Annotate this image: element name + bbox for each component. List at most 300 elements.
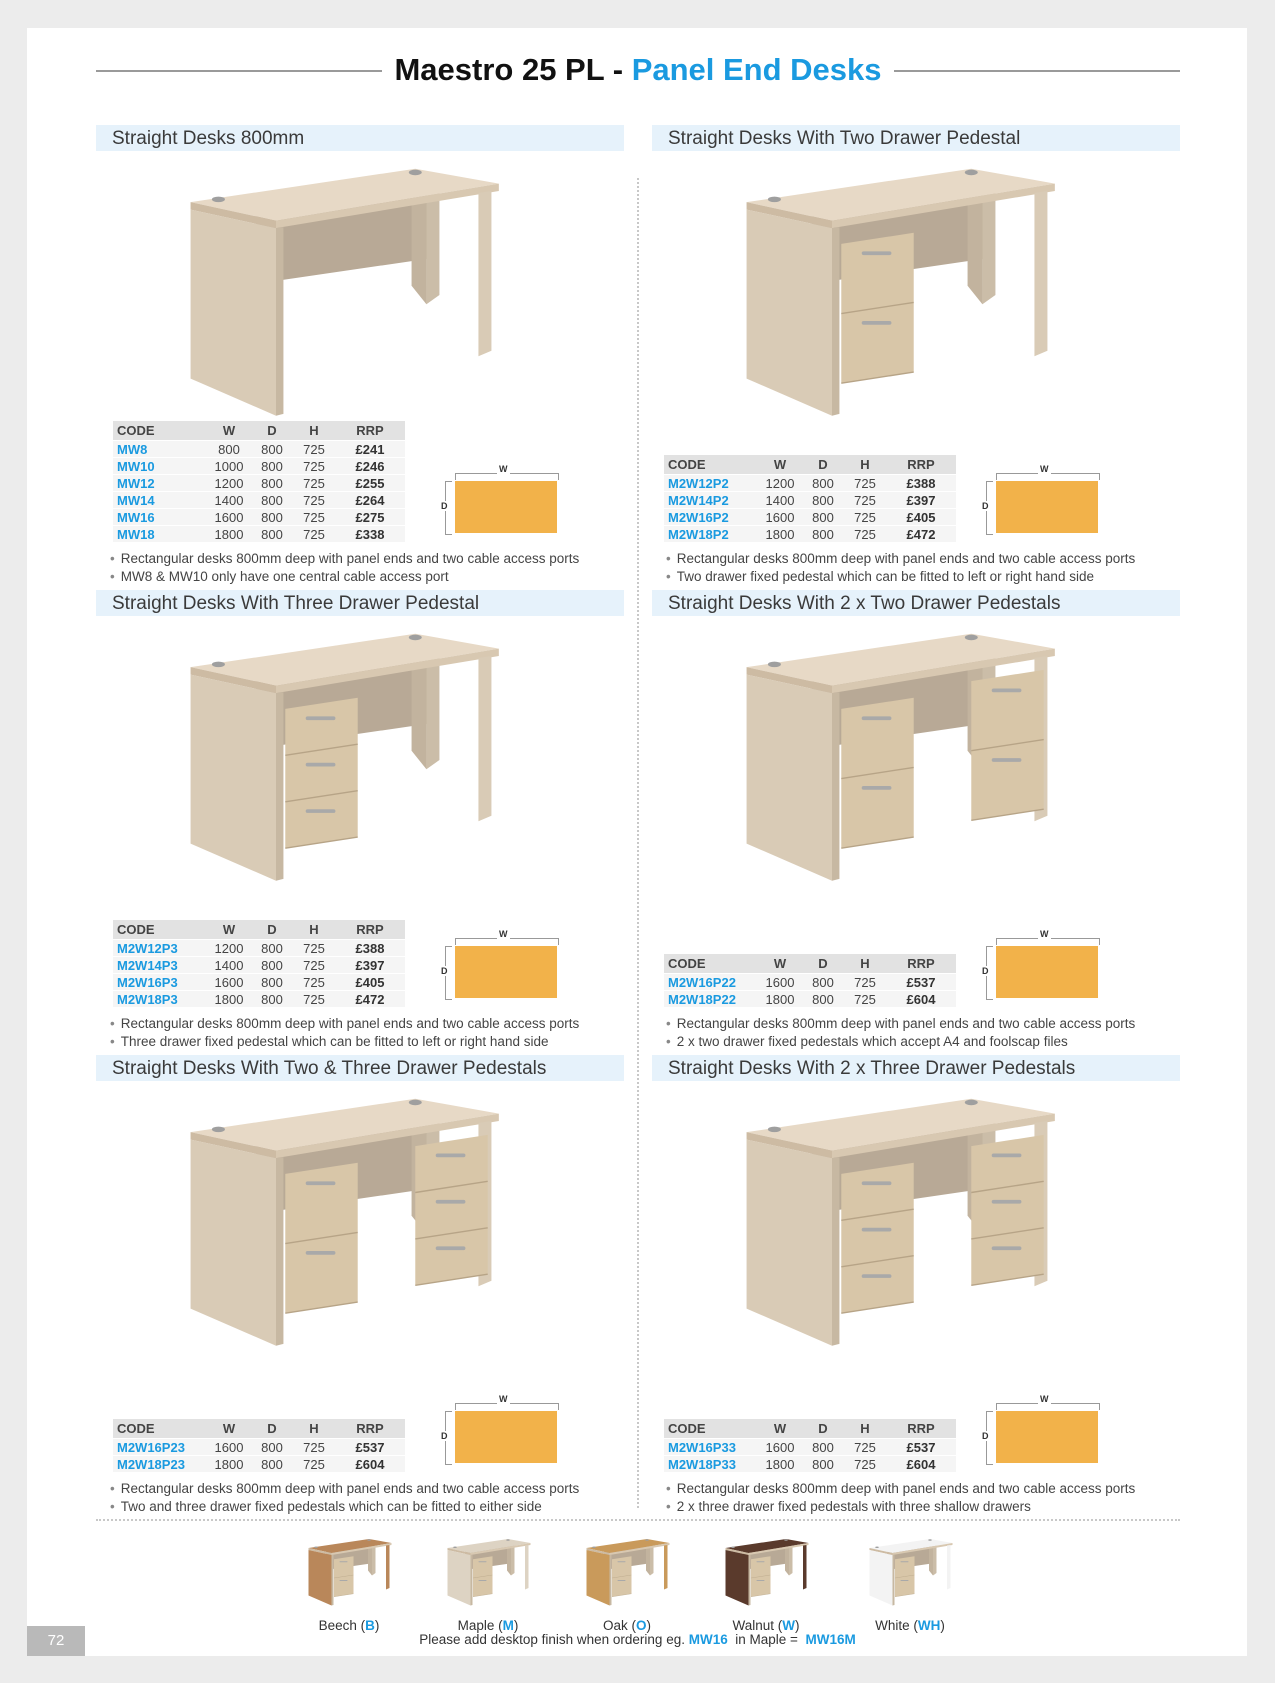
table-row: [113, 458, 405, 475]
cable-port: [965, 635, 978, 641]
left-panel-edge: [832, 692, 839, 881]
right-end-panel: [478, 191, 491, 356]
left-panel: [191, 675, 276, 881]
finish-code: W: [782, 1618, 795, 1633]
left-panel: [870, 1550, 893, 1606]
table-row: [113, 475, 405, 492]
column-header: H: [293, 920, 335, 940]
desk-illustration: [865, 1538, 955, 1608]
table-cell-rrp: £397: [886, 492, 956, 509]
left-panel: [191, 210, 276, 416]
table-cell-rrp: £275: [335, 509, 405, 526]
right-panel-edge: [650, 1545, 654, 1576]
column-header: D: [251, 1419, 293, 1439]
width-label: W: [1040, 929, 1049, 939]
table-cell-code: M2W18P3: [113, 991, 207, 1008]
desk-illustration: [727, 165, 1067, 425]
table-row: [113, 526, 405, 543]
column-header: H: [293, 1419, 335, 1439]
cable-port: [367, 1539, 371, 1541]
spec-table: [664, 455, 956, 542]
feature-item: • MW8 & MW10 only have one central cable access port: [110, 568, 579, 586]
cable-port: [212, 1127, 225, 1133]
desk-illustration: [443, 1538, 533, 1608]
drawer-handle: [757, 1580, 765, 1581]
finish-option-white: [855, 1538, 965, 1633]
column-header: RRP: [886, 1419, 956, 1439]
cable-port: [768, 662, 781, 668]
desktop-plan: [996, 481, 1098, 533]
finish-option-beech: [294, 1538, 404, 1633]
table-cell-code: MW8: [113, 441, 207, 458]
drawer-handle: [306, 809, 336, 813]
table-cell-h: 725: [293, 974, 335, 991]
desk-illustration: [727, 1095, 1067, 1355]
cable-port: [784, 1539, 788, 1541]
finish-code: B: [365, 1618, 375, 1633]
table-cell-h: 725: [844, 974, 886, 991]
table-cell-w: 1800: [758, 1456, 802, 1473]
table-cell-d: 800: [802, 475, 844, 492]
left-panel-edge: [276, 227, 283, 416]
width-dimension-line: [996, 473, 1100, 480]
drawer-handle: [479, 1580, 487, 1581]
right-panel-edge: [789, 1545, 793, 1576]
section-heading-text: Straight Desks With Three Drawer Pedestal: [112, 593, 480, 614]
table-cell-d: 800: [802, 526, 844, 543]
section-heading: [96, 125, 624, 151]
product-section: [96, 1055, 624, 1517]
footer-example-code: MW16: [688, 1632, 728, 1647]
table-cell-w: 1600: [758, 509, 802, 526]
drawer-handle: [306, 763, 336, 767]
left-panel: [747, 210, 832, 416]
column-header: H: [844, 455, 886, 475]
column-header: D: [251, 421, 293, 441]
width-dimension-line: [996, 938, 1100, 945]
column-header: CODE: [113, 1419, 207, 1439]
drawer-handle: [436, 1246, 466, 1250]
cable-port: [409, 635, 422, 641]
table-cell-h: 725: [293, 957, 335, 974]
right-end-panel: [803, 1545, 807, 1590]
table-cell-d: 800: [251, 526, 293, 543]
section-heading: [96, 590, 624, 616]
desk-image: [171, 630, 511, 910]
table-cell-w: 1600: [758, 974, 802, 991]
right-end-panel: [478, 656, 491, 821]
drawer-handle: [436, 1200, 466, 1204]
table-cell-h: 725: [293, 458, 335, 475]
finish-code: M: [502, 1618, 514, 1633]
finish-option-walnut: [711, 1538, 821, 1633]
desk-image: [727, 630, 1067, 910]
section-heading-text: Straight Desks With Two Drawer Pedestal: [668, 128, 1021, 149]
left-panel: [747, 675, 832, 881]
drawer-handle: [862, 1274, 892, 1278]
table-cell-rrp: £241: [335, 441, 405, 458]
width-dimension-line: [455, 1403, 559, 1410]
right-panel-edge: [426, 656, 439, 769]
drawer-handle: [901, 1561, 909, 1562]
left-panel-edge: [832, 227, 839, 416]
table-row: [113, 957, 405, 974]
table-cell-code: M2W14P3: [113, 957, 207, 974]
table-cell-code: M2W18P23: [113, 1456, 207, 1473]
column-header: W: [207, 421, 251, 441]
table-cell-w: 1800: [758, 526, 802, 543]
cable-port: [731, 1547, 735, 1549]
cable-port: [645, 1539, 649, 1541]
cable-port: [453, 1547, 457, 1549]
spec-table: [113, 920, 405, 1007]
finish-swatch: [721, 1538, 811, 1608]
left-panel-edge: [332, 1555, 334, 1606]
section-heading-text: Straight Desks 800mm: [112, 128, 305, 149]
column-header: RRP: [886, 455, 956, 475]
right-panel-edge: [933, 1545, 937, 1576]
column-divider: [637, 178, 639, 1508]
table-cell-rrp: £604: [335, 1456, 405, 1473]
drawer-handle: [862, 1181, 892, 1185]
cable-port: [875, 1547, 879, 1549]
title-separator: -: [612, 52, 624, 87]
column-header: W: [207, 920, 251, 940]
table-cell-w: 1400: [207, 492, 251, 509]
desk-illustration: [721, 1538, 811, 1608]
left-panel-edge: [471, 1555, 473, 1606]
table-cell-code: MW16: [113, 509, 207, 526]
left-panel: [726, 1550, 749, 1606]
right-end-panel: [664, 1545, 668, 1590]
table-cell-h: 725: [293, 492, 335, 509]
left-panel: [191, 1140, 276, 1346]
drawer-handle: [436, 1154, 466, 1158]
drawer-handle: [757, 1561, 765, 1562]
cable-port: [965, 1100, 978, 1106]
column-header: CODE: [664, 954, 758, 974]
footer-result-code: MW16M: [805, 1632, 856, 1647]
table-cell-w: 800: [207, 441, 251, 458]
table-cell-rrp: £537: [335, 1439, 405, 1456]
table-cell-w: 1600: [758, 1439, 802, 1456]
left-panel: [309, 1550, 332, 1606]
finish-label: Walnut (W): [732, 1618, 800, 1633]
cable-port: [409, 1100, 422, 1106]
right-panel: [785, 1546, 789, 1576]
cable-port: [212, 662, 225, 668]
desk-image: [727, 1095, 1067, 1375]
table-cell-code: M2W18P33: [664, 1456, 758, 1473]
depth-label: D: [982, 501, 989, 511]
table-cell-w: 1800: [758, 991, 802, 1008]
table-cell-w: 1600: [207, 1439, 251, 1456]
table-cell-w: 1000: [207, 458, 251, 475]
left-panel: [587, 1550, 610, 1606]
table-cell-rrp: £604: [886, 1456, 956, 1473]
footer-note: Please add desktop finish when ordering eg. MW16 in Maple = MW16M: [419, 1632, 856, 1647]
spec-table: [113, 1419, 405, 1472]
section-heading: [652, 125, 1180, 151]
column-header: RRP: [335, 1419, 405, 1439]
drawer-handle: [306, 1181, 336, 1185]
table-cell-rrp: £604: [886, 991, 956, 1008]
right-panel-edge: [426, 191, 439, 304]
finish-divider: [96, 1519, 1180, 1521]
pedestal: [415, 1135, 487, 1285]
table-cell-h: 725: [293, 441, 335, 458]
finish-label: Oak (O): [602, 1618, 652, 1633]
table-cell-d: 800: [802, 1456, 844, 1473]
table-cell-rrp: £472: [886, 526, 956, 543]
section-heading: [96, 1055, 624, 1081]
dimension-diagram: [441, 1395, 561, 1465]
table-cell-h: 725: [844, 509, 886, 526]
table-cell-code: M2W12P3: [113, 940, 207, 957]
table-cell-rrp: £537: [886, 1439, 956, 1456]
finish-swatch: [443, 1538, 533, 1608]
page-header: [96, 52, 1180, 90]
table-row: [113, 1439, 405, 1456]
cable-port: [768, 197, 781, 203]
table-cell-h: 725: [293, 1439, 335, 1456]
column-header: D: [251, 920, 293, 940]
right-panel-edge: [982, 191, 995, 304]
column-header: D: [802, 954, 844, 974]
right-end-panel: [386, 1545, 390, 1590]
left-panel-edge: [276, 1157, 283, 1346]
feature-list: [666, 1015, 1135, 1051]
drawer-handle: [306, 1251, 336, 1255]
column-header: H: [293, 421, 335, 441]
table-row: [113, 492, 405, 509]
page-number: 72: [27, 1626, 85, 1656]
cable-port: [592, 1547, 596, 1549]
column-header: H: [844, 954, 886, 974]
table-cell-h: 725: [844, 991, 886, 1008]
right-panel-edge: [372, 1545, 376, 1576]
section-heading: [652, 1055, 1180, 1081]
product-section: [652, 590, 1180, 1052]
table-cell-d: 800: [802, 991, 844, 1008]
feature-item: • Rectangular desks 800mm deep with panel ends and two cable access ports: [110, 1480, 579, 1498]
cable-port: [409, 170, 422, 176]
table-cell-d: 800: [251, 509, 293, 526]
cable-port: [506, 1539, 510, 1541]
table-cell-rrp: £388: [335, 940, 405, 957]
column-header: RRP: [335, 421, 405, 441]
table-row: [664, 1439, 956, 1456]
drawer-handle: [862, 716, 892, 720]
width-label: W: [1040, 1394, 1049, 1404]
column-header: CODE: [664, 455, 758, 475]
spec-table: [664, 1419, 956, 1472]
right-panel: [412, 193, 427, 304]
table-cell-rrp: £405: [886, 509, 956, 526]
feature-list: [110, 1480, 579, 1516]
table-row: [664, 991, 956, 1008]
drawer-handle: [618, 1561, 626, 1562]
table-cell-d: 800: [251, 475, 293, 492]
column-header: W: [758, 1419, 802, 1439]
desk-image: [171, 165, 511, 445]
depth-label: D: [441, 966, 448, 976]
width-dimension-line: [996, 1403, 1100, 1410]
table-cell-rrp: £246: [335, 458, 405, 475]
table-cell-code: M2W18P22: [664, 991, 758, 1008]
right-panel: [412, 658, 427, 769]
table-cell-d: 800: [251, 991, 293, 1008]
feature-list: [110, 1015, 579, 1051]
table-row: [113, 1456, 405, 1473]
table-cell-d: 800: [251, 441, 293, 458]
feature-item: • Two and three drawer fixed pedestals which can be fitted to either side: [110, 1498, 579, 1516]
drawer-handle: [340, 1580, 348, 1581]
cable-port: [314, 1547, 318, 1549]
drawer-handle: [992, 758, 1022, 762]
left-panel-edge: [276, 692, 283, 881]
table-cell-w: 1600: [207, 974, 251, 991]
section-heading-text: Straight Desks With 2 x Three Drawer Pedestals: [668, 1058, 1076, 1079]
desktop-plan: [455, 946, 557, 998]
table-cell-w: 1600: [207, 509, 251, 526]
pedestal: [971, 1135, 1043, 1285]
title-main: Maestro 25 PL: [394, 52, 605, 87]
table-cell-d: 800: [251, 1456, 293, 1473]
feature-item: • Rectangular desks 800mm deep with panel ends and two cable access ports: [110, 550, 579, 568]
table-cell-h: 725: [293, 991, 335, 1008]
drawer-handle: [618, 1580, 626, 1581]
column-header: W: [758, 455, 802, 475]
table-cell-code: M2W16P2: [664, 509, 758, 526]
table-cell-code: M2W16P23: [113, 1439, 207, 1456]
table-cell-h: 725: [293, 940, 335, 957]
desktop-plan: [996, 946, 1098, 998]
table-cell-rrp: £472: [335, 991, 405, 1008]
column-header: CODE: [113, 421, 207, 441]
table-cell-d: 800: [802, 509, 844, 526]
dimension-diagram: [982, 1395, 1102, 1465]
table-cell-code: M2W18P2: [664, 526, 758, 543]
table-cell-h: 725: [844, 526, 886, 543]
table-cell-rrp: £255: [335, 475, 405, 492]
title-accent: Panel End Desks: [631, 52, 882, 87]
feature-item: • Rectangular desks 800mm deep with panel ends and two cable access ports: [666, 1480, 1135, 1498]
column-header: W: [207, 1419, 251, 1439]
table-cell-rrp: £537: [886, 974, 956, 991]
table-cell-h: 725: [293, 1456, 335, 1473]
table-cell-d: 800: [251, 957, 293, 974]
table-cell-h: 725: [844, 492, 886, 509]
finish-swatch: [865, 1538, 955, 1608]
cable-port: [965, 170, 978, 176]
table-cell-rrp: £388: [886, 475, 956, 492]
right-end-panel: [1034, 191, 1047, 356]
desk-image: [171, 1095, 511, 1375]
cable-port: [768, 1127, 781, 1133]
desk-illustration: [171, 165, 511, 425]
table-cell-rrp: £264: [335, 492, 405, 509]
depth-label: D: [982, 1431, 989, 1441]
finish-label: Maple (M): [457, 1618, 519, 1633]
table-cell-code: M2W14P2: [664, 492, 758, 509]
table-row: [113, 509, 405, 526]
table-cell-rrp: £397: [335, 957, 405, 974]
section-heading-text: Straight Desks With 2 x Two Drawer Pedestals: [668, 593, 1061, 614]
table-cell-h: 725: [293, 526, 335, 543]
drawer-handle: [340, 1561, 348, 1562]
drawer-handle: [306, 716, 336, 720]
table-cell-d: 800: [251, 940, 293, 957]
table-cell-d: 800: [251, 492, 293, 509]
feature-item: • Rectangular desks 800mm deep with panel ends and two cable access ports: [666, 1015, 1135, 1033]
drawer-handle: [862, 786, 892, 790]
right-panel: [646, 1546, 650, 1576]
left-panel-edge: [832, 1157, 839, 1346]
column-header: D: [802, 1419, 844, 1439]
width-label: W: [499, 464, 508, 474]
desktop-plan: [996, 1411, 1098, 1463]
table-cell-d: 800: [802, 1439, 844, 1456]
left-panel-edge: [893, 1555, 895, 1606]
drawer-handle: [992, 1246, 1022, 1250]
table-cell-h: 725: [844, 1439, 886, 1456]
table-cell-w: 1800: [207, 991, 251, 1008]
table-cell-d: 800: [251, 458, 293, 475]
right-panel: [368, 1546, 372, 1576]
desktop-plan: [455, 1411, 557, 1463]
desk-illustration: [304, 1538, 394, 1608]
table-cell-w: 1800: [207, 526, 251, 543]
product-section: [96, 590, 624, 1052]
column-header: D: [802, 455, 844, 475]
finish-label: White (WH): [875, 1618, 945, 1633]
finish-label: Beech (B): [318, 1618, 380, 1633]
column-header: H: [844, 1419, 886, 1439]
column-header: CODE: [664, 1419, 758, 1439]
table-row: [113, 974, 405, 991]
table-cell-h: 725: [844, 475, 886, 492]
table-cell-code: M2W12P2: [664, 475, 758, 492]
pedestal: [841, 1163, 913, 1313]
left-panel-edge: [610, 1555, 612, 1606]
dimension-diagram: [441, 930, 561, 1000]
width-label: W: [1040, 464, 1049, 474]
column-header: RRP: [335, 920, 405, 940]
table-cell-d: 800: [251, 1439, 293, 1456]
desk-image: [727, 165, 1067, 445]
table-cell-w: 1400: [758, 492, 802, 509]
table-cell-code: MW10: [113, 458, 207, 475]
dimension-diagram: [982, 465, 1102, 535]
cable-port: [928, 1539, 932, 1541]
column-header: W: [758, 954, 802, 974]
table-cell-d: 800: [802, 974, 844, 991]
right-panel: [929, 1546, 933, 1576]
drawer-handle: [992, 1154, 1022, 1158]
product-section: [652, 125, 1180, 587]
table-cell-h: 725: [293, 509, 335, 526]
finish-code: WH: [917, 1618, 941, 1633]
product-section: [96, 125, 624, 587]
drawer-handle: [862, 1228, 892, 1232]
feature-item: • Rectangular desks 800mm deep with panel ends and two cable access ports: [666, 550, 1135, 568]
product-section: [652, 1055, 1180, 1517]
depth-label: D: [441, 501, 448, 511]
desk-illustration: [171, 630, 511, 890]
table-cell-h: 725: [293, 475, 335, 492]
feature-list: [666, 1480, 1135, 1516]
